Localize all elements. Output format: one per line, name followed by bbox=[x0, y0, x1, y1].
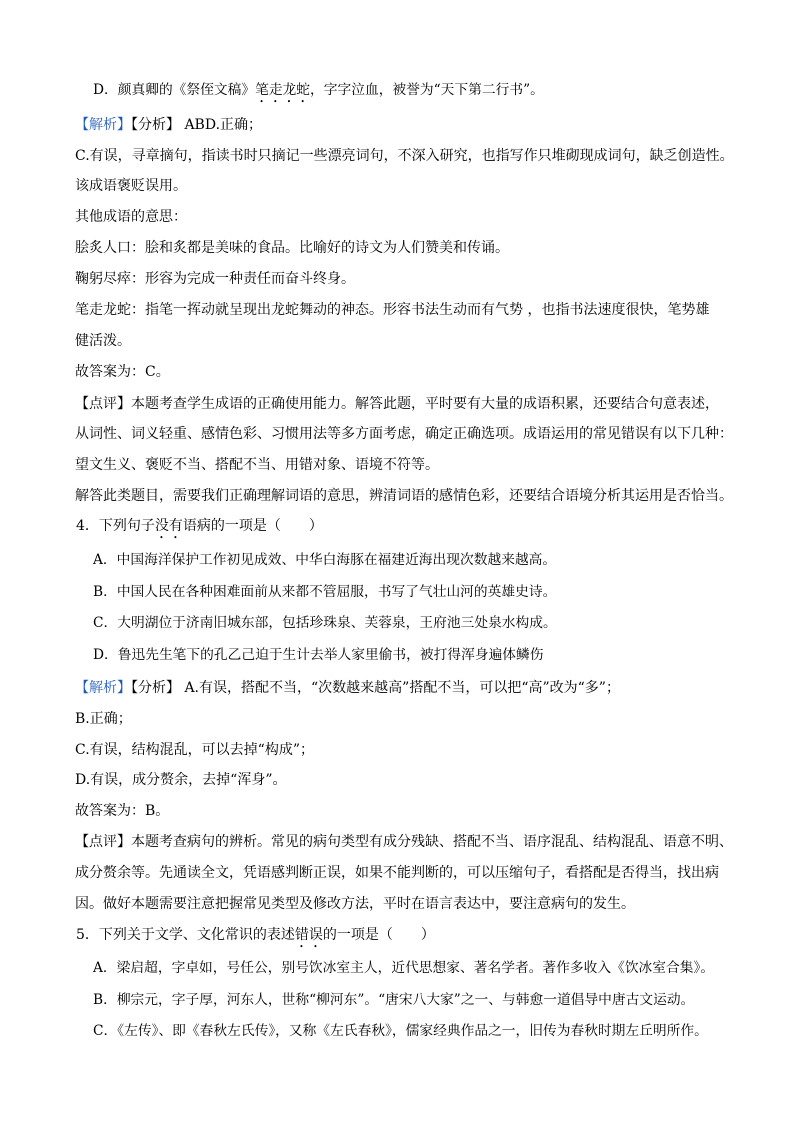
q4-analysis-header bbox=[75, 678, 775, 698]
q3-analysis-first: ABD.正确； bbox=[180, 117, 263, 133]
q3-comment-line1 bbox=[75, 394, 775, 414]
q3-idiom3-line2: 健活泼。 bbox=[75, 333, 131, 349]
q3-other-title: 其他成语的意思： bbox=[75, 209, 187, 225]
q4-stem-prefix: 4．下列句子 bbox=[76, 518, 155, 534]
q3-idiom1: 脍炙人口：脍和炙都是美味的食品。比喻好的诗文为人们赞美和传诵。 bbox=[75, 240, 509, 256]
q5-option-c: C．《左传》、即《春秋左氏传》，又称《左氏春秋》，儒家经典作品之一，旧传为春秋时期左丘明所作。 bbox=[93, 1023, 708, 1039]
q4-option-a: A．中国海洋保护工作初见成效、中华白海豚在福建近海出现次数越来越高。 bbox=[93, 552, 557, 568]
q4-option-d: D．鲁迅先生笔下的孔乙己迫于生计去举人家里偷书，被打得浑身遍体鳞伤 bbox=[93, 647, 544, 663]
q4-comment-text: 本题考查病句的辨析。常见的病句类型有成分残缺、搭配不当、语序混乱、结构混乱、语意不明、 bbox=[131, 834, 733, 850]
q4-d: D.有误，成分赘余，去掉“浑身”。 bbox=[75, 772, 287, 788]
q3-answer: 故答案为：C。 bbox=[75, 364, 170, 380]
q5-stem-emphasis: 错误 bbox=[294, 927, 323, 943]
q3-comment-line4: 解答此类题目，需要我们正确理解词语的意思，辨清词语的感情色彩，还要结合语境分析其运用是否恰当。 bbox=[75, 488, 733, 504]
fenxi-tag: 【分析】 bbox=[131, 680, 180, 696]
q4-c: C.有误，结构混乱，可以去掉“构成”； bbox=[75, 742, 314, 758]
q5-stem-suffix: 的一项是（ ） bbox=[322, 927, 435, 943]
q4-answer: 故答案为：B。 bbox=[75, 803, 170, 819]
q4-analysis-first: A.有误，搭配不当，“次数越来越高”搭配不当，可以把“高”改为“多”； bbox=[180, 680, 620, 696]
q3-comment-line2: 从词性、词义轻重、感情色彩、习惯用法等多方面考虑，确定正确选项。成语运用的常见错误有以下几种： bbox=[75, 426, 733, 442]
q3-idiom3-line1: 笔走龙蛇：指笔一挥动就呈现出龙蛇舞动的神态。形容书法生动而有气势 ，也指书法速度很快，笔势雄 bbox=[75, 302, 710, 318]
q3-c-line2: 该成语褒贬误用。 bbox=[75, 178, 187, 194]
q5-stem bbox=[76, 925, 776, 951]
q3-option-d bbox=[93, 80, 793, 106]
q3-analysis-header bbox=[75, 115, 775, 135]
q3-c-line1: C.有误，寻章摘句，指读书时只摘记一些漂亮词句，不深入研究，也指写作只堆砌现成词句，缺乏创造性。 bbox=[75, 148, 734, 164]
comment-tag: 【点评】 bbox=[75, 834, 131, 850]
q4-stem-emphasis: 没有 bbox=[154, 518, 183, 534]
q5-option-a: A．梁启超，字卓如，号任公，别号饮冰室主人，近代思想家、著名学者。著作多收入《饮冰室合集》。 bbox=[93, 960, 715, 976]
analysis-tag: 【解析】 bbox=[75, 680, 131, 696]
q3-option-d-prefix: D．颜真卿的《祭侄文稿》 bbox=[93, 82, 256, 98]
q4-comment-line3: 因。做好本题需要注意把握常见类型及修改方法，平时在语言表达中，要注意病句的发生。 bbox=[75, 896, 635, 912]
q3-idiom2: 鞠躬尽瘁：形容为完成一种责任而奋斗终身。 bbox=[75, 271, 355, 287]
q3-comment-text: 本题考查学生成语的正确使用能力。解答此题，平时要有大量的成语积累，还要结合句意表述， bbox=[131, 396, 719, 412]
q5-stem-prefix: 5．下列关于文学、文化常识的表述 bbox=[76, 927, 295, 943]
q4-option-c: C．大明湖位于济南旧城东部，包括珍珠泉、芙蓉泉，王府池三处泉水构成。 bbox=[93, 615, 557, 631]
q4-option-b: B．中国人民在各种困难面前从来都不管屈服，书写了气壮山河的英雄史诗。 bbox=[93, 584, 557, 600]
q4-b: B.正确； bbox=[75, 711, 132, 727]
q4-stem-suffix: 语病的一项是（ ） bbox=[182, 518, 323, 534]
q4-comment-line1 bbox=[75, 832, 775, 852]
q5-option-b: B．柳宗元，字子厚，河东人，世称“柳河东”。“唐宋八大家”之一、与韩愈一道倡导中唐古文运动。 bbox=[93, 992, 695, 1008]
q3-option-d-suffix: ，字字泣血，被誉为“天下第二行书”。 bbox=[310, 82, 544, 98]
q3-comment-line3: 望文生义、褒贬不当、搭配不当、用错对象、语境不符等。 bbox=[75, 457, 439, 473]
comment-tag: 【点评】 bbox=[75, 396, 131, 412]
q3-option-d-emphasis: 笔走龙蛇 bbox=[255, 82, 311, 98]
analysis-tag: 【解析】 bbox=[75, 117, 131, 133]
q4-comment-line2: 成分赘余等。先通读全文，凭语感判断正误，如果不能判断的，可以压缩句子，看搭配是否得当，找出病 bbox=[75, 865, 719, 881]
q4-stem bbox=[76, 516, 776, 542]
fenxi-tag: 【分析】 bbox=[131, 117, 180, 133]
